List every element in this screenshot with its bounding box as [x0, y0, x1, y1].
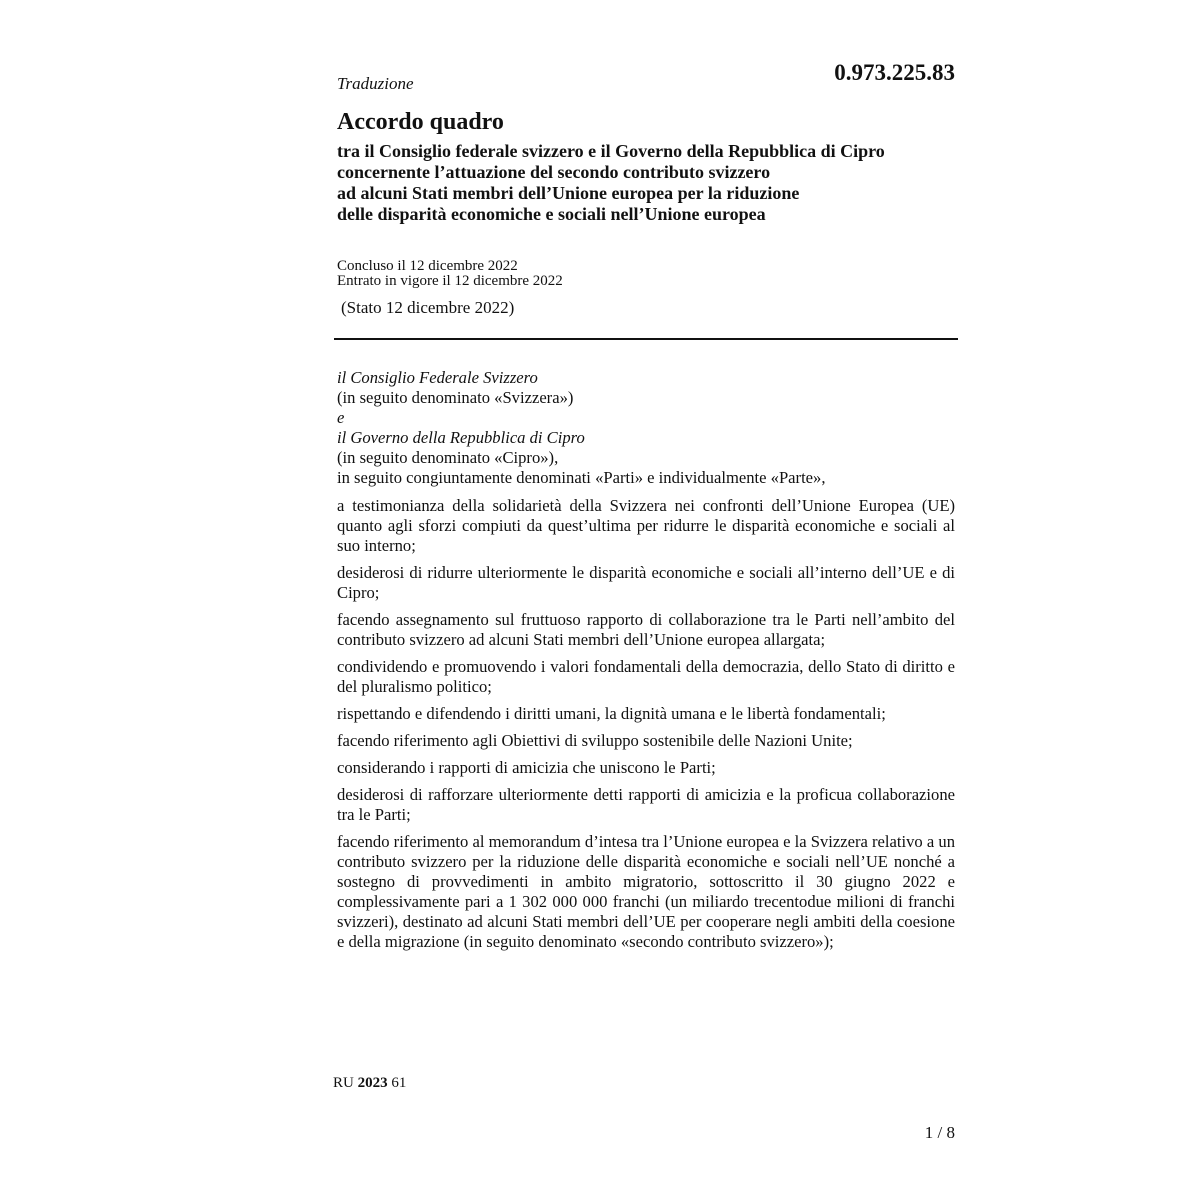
ru-prefix: RU — [333, 1075, 354, 1091]
document-page — [333, 0, 955, 1200]
preamble — [337, 496, 955, 959]
subtitle-line: tra il Consiglio federale svizzero e il Governo della Repubblica di Cipro — [337, 141, 885, 161]
preamble-paragraph: facendo riferimento agli Obiettivi di sviluppo sostenibile delle Nazioni Unite; — [337, 731, 853, 750]
party-one-note: (in seguito denominato «Svizzera») — [337, 388, 574, 407]
status-date: (Stato 12 dicembre 2022) — [341, 298, 515, 317]
subtitle-line: ad alcuni Stati membri dell’Unione europea per la riduzione — [337, 183, 800, 203]
document-title: Accordo quadro — [337, 109, 504, 135]
preamble-paragraph: facendo assegnamento sul fruttuoso rapporto di collaborazione tra le Parti nell’ambito del contributo svizzero ad alcuni Stati membri dell’Unione europea allargata; — [337, 610, 955, 649]
preamble-paragraph: considerando i rapporti di amicizia che uniscono le Parti; — [337, 758, 716, 777]
entry-into-force-date: Entrato in vigore il 12 dicembre 2022 — [337, 273, 563, 289]
document-subtitle — [337, 141, 967, 225]
sr-number: 0.973.225.83 — [834, 60, 955, 85]
ru-page: 61 — [391, 1075, 407, 1091]
header-divider — [334, 338, 958, 340]
page-number: 1 / 8 — [924, 1123, 955, 1142]
party-two-note: (in seguito denominato «Cipro»), — [337, 448, 559, 467]
party-conjunction: e — [337, 408, 345, 427]
subtitle-line: concernente l’attuazione del secondo contributo svizzero — [337, 162, 771, 182]
preamble-paragraph: desiderosi di ridurre ulteriormente le disparità economiche e sociali all’interno dell’UE e di Cipro; — [337, 563, 955, 602]
ru-year: 2023 — [357, 1075, 388, 1091]
preamble-paragraph: rispettando e difendendo i diritti umani, la dignità umana e le libertà fondamentali; — [337, 704, 886, 723]
translation-label: Traduzione — [337, 74, 414, 93]
preamble-paragraph: a testimonianza della solidarietà della Svizzera nei confronti dell’Unione Europea (UE) quanto agli sforzi compiuti da quest’ultima per ridurre le disparità economiche e sociali al suo interno; — [337, 496, 955, 555]
parties-joint-note: in seguito congiuntamente denominati «Parti» e individualmente «Parte», — [337, 468, 826, 487]
concluded-date: Concluso il 12 dicembre 2022 — [337, 258, 518, 274]
preamble-paragraph: facendo riferimento al memorandum d’intesa tra l’Unione europea e la Svizzera relativo a un contributo svizzero per la riduzione delle disparità economiche e sociali nell’UE nonché a sostegno di provvedimenti in ambito migratorio, sottoscritto il 30 giugno 2022 e complessivamente pari a 1 302 000 000 franchi (un miliardo trecentodue milioni di franchi svizzeri), destinato ad alcuni Stati membri dell’UE per cooperare negli ambiti della coesione e della migrazione (in seguito denominato «secondo contributo svizzero»); — [337, 832, 955, 951]
subtitle-line: delle disparità economiche e sociali nell’Unione europea — [337, 204, 766, 224]
parties-block — [337, 368, 955, 488]
preamble-paragraph: condividendo e promuovendo i valori fondamentali della democrazia, dello Stato di diritto e del pluralismo politico; — [337, 657, 955, 696]
official-compilation-reference — [333, 1075, 406, 1092]
party-one: il Consiglio Federale Svizzero — [337, 368, 538, 387]
dates-block — [337, 259, 563, 289]
preamble-paragraph: desiderosi di rafforzare ulteriormente detti rapporti di amicizia e la proficua collaborazione tra le Parti; — [337, 785, 955, 824]
party-two: il Governo della Repubblica di Cipro — [337, 428, 585, 447]
